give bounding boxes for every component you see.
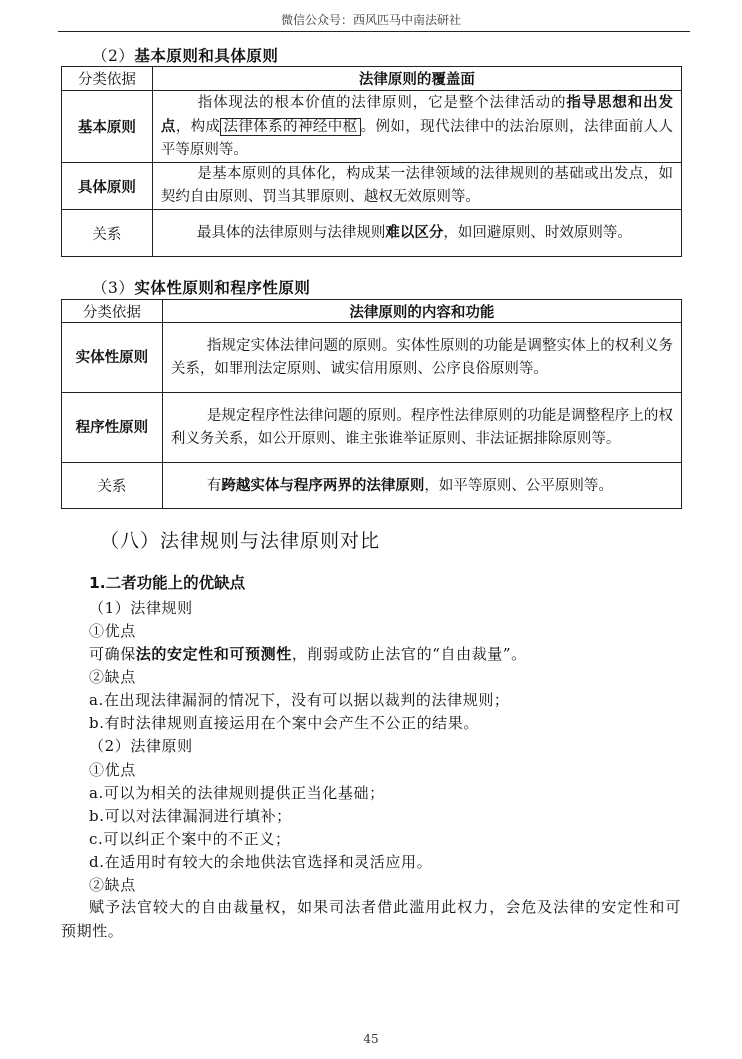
emphasis-guiding-thought: 指导思想和出发点: [160, 94, 673, 135]
table-row: [62, 163, 682, 210]
list-item: （1）法律规则: [89, 599, 193, 617]
row-label-relation: 关系: [62, 210, 153, 257]
table-row: [62, 91, 682, 163]
page-number: 45: [363, 1032, 379, 1046]
list-item: ①优点: [89, 761, 136, 779]
emphasis-stability: 法的安定性和可预测性: [135, 645, 292, 663]
list-item: b.可以对法律漏洞进行填补；: [89, 807, 292, 825]
row-content-basic: 指体现法的根本价值的法律原则，它是整个法律活动的指导思想和出发点，构成 法律体系的神经中枢 。例如，现代法律中的法治原则，法律面前人人平等原则等。: [152, 91, 681, 163]
section-2-title-text: 基本原则和具体原则: [134, 46, 279, 65]
table-row: [62, 323, 682, 393]
list-item: （2）法律原则: [89, 737, 193, 755]
table-row: [62, 210, 682, 257]
section-2-number: （2）: [92, 47, 135, 65]
row-label-specific: 具体原则: [62, 163, 153, 210]
section-3-number: （3）: [92, 279, 135, 297]
row-content-substantive: 指规定实体法律问题的原则。实体性原则的功能是调整实体上的权利义务关系，如罪刑法定原则、诚实信用原则、公序良俗原则等。: [162, 323, 681, 393]
list-item: a.可以为相关的法律规则提供正当化基础；: [89, 784, 385, 802]
table-header-row: [62, 300, 682, 323]
row-label-substantive: 实体性原则: [62, 323, 163, 393]
row-content-relation: 有跨越实体与程序两界的法律原则，如平等原则、公平原则等。: [162, 463, 681, 509]
table-basic-specific: [61, 66, 682, 257]
list-item: 可确保法的安定性和可预测性，削弱或防止法官的“自由裁量”。: [89, 645, 527, 663]
table-header-row: [62, 67, 682, 91]
section-8-heading: （八）法律规则与法律原则对比: [100, 530, 381, 552]
list-item: ②缺点: [89, 876, 136, 894]
header-cell-basis: 分类依据: [62, 67, 153, 91]
subheading-pros-cons: 1.二者功能上的优缺点: [89, 574, 246, 592]
row-content-relation: 最具体的法律原则与法律规则难以区分，如回避原则、时效原则等。: [152, 210, 681, 257]
page-header: 微信公众号：西风匹马中南法研社: [280, 13, 461, 27]
list-item: c.可以纠正个案中的不正义；: [89, 830, 291, 848]
emphasis-cross-boundary: 跨越实体与程序两界的法律原则: [221, 476, 425, 494]
section-3-title-text: 实体性原则和程序性原则: [134, 278, 311, 297]
row-label-basic: 基本原则: [62, 91, 153, 163]
section-2-title: [92, 44, 278, 66]
paragraph-disadvantage: 赋予法官较大的自由裁量权，如果司法者借此滥用此权力，会危及法律的安定性和可预期性。: [61, 898, 681, 940]
table-row: [62, 393, 682, 463]
header-cell-coverage: 法律原则的覆盖面: [152, 67, 681, 91]
list-item: ②缺点: [89, 668, 136, 686]
section-3-title: [92, 276, 310, 298]
table-row: [62, 463, 682, 509]
row-content-procedural: 是规定程序性法律问题的原则。程序性法律原则的功能是调整程序上的权利义务关系，如公开原则、谁主张谁举证原则、非法证据排除原则等。: [162, 393, 681, 463]
boxed-neural-center: 法律体系的神经中枢: [220, 118, 360, 136]
list-item: ①优点: [89, 622, 136, 640]
row-label-relation: 关系: [62, 463, 163, 509]
header-rule: [58, 31, 690, 32]
row-content-specific: 是基本原则的具体化，构成某一法律领域的法律规则的基础或出发点，如契约自由原则、罚当其罪原则、越权无效原则等。: [152, 163, 681, 210]
emphasis-hard-to-distinguish: 难以区分: [385, 224, 444, 241]
row-label-procedural: 程序性原则: [62, 393, 163, 463]
header-cell-content-function: 法律原则的内容和功能: [162, 300, 681, 323]
table-substantive-procedural: [61, 299, 682, 509]
list-item: b.有时法律规则直接运用在个案中会产生不公正的结果。: [89, 714, 479, 732]
list-item: d.在适用时有较大的余地供法官选择和灵活应用。: [89, 853, 433, 871]
list-item: a.在出现法律漏洞的情况下，没有可以据以裁判的法律规则；: [89, 691, 510, 709]
header-cell-basis: 分类依据: [62, 300, 163, 323]
